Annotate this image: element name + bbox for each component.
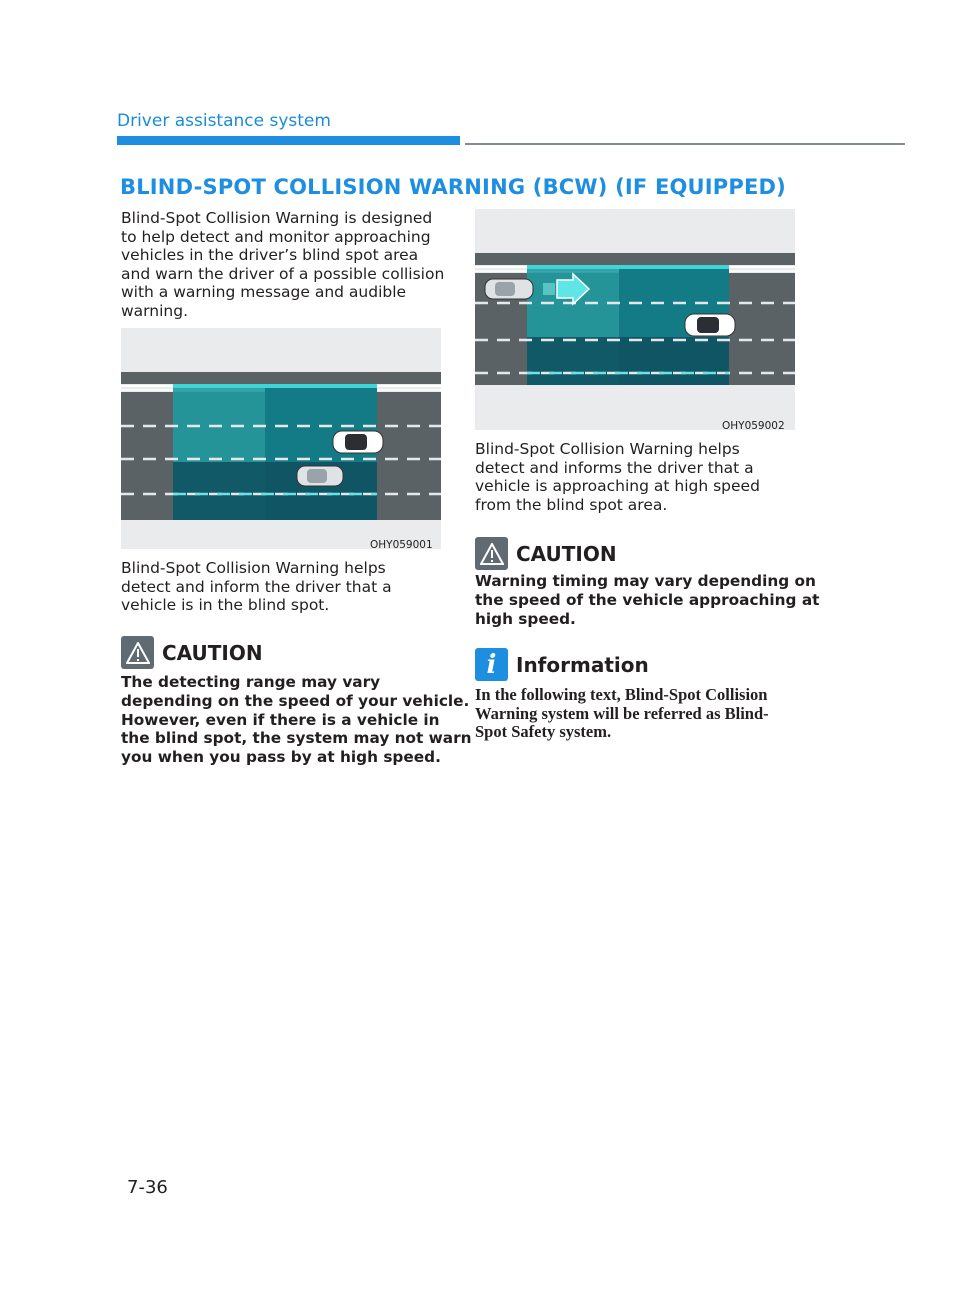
caption-line: vehicle is in the blind spot.	[121, 596, 330, 615]
caution-2-body	[475, 572, 819, 628]
caution-1-heading	[121, 636, 263, 669]
figure-1-code: OHY059001	[370, 539, 433, 551]
figure-1-caption	[121, 559, 392, 615]
information-body	[475, 686, 769, 742]
warning-triangle-icon	[121, 636, 154, 669]
caution-line: you when you pass by at high speed.	[121, 748, 441, 767]
intro-paragraph	[121, 209, 444, 321]
caution-line: high speed.	[475, 609, 576, 628]
figure-2-caption	[475, 440, 760, 514]
caption-line: detect and informs the driver that a	[475, 458, 754, 477]
caution-1-label: CAUTION	[162, 640, 263, 665]
info-line: Warning system will be referred as Blind-	[475, 703, 769, 723]
intro-line: warning.	[121, 301, 188, 320]
caption-line: from the blind spot area.	[475, 495, 668, 514]
caution-1-body	[121, 673, 472, 767]
figure-1-illustration	[121, 328, 441, 549]
section-title: BLIND-SPOT COLLISION WARNING (BCW) (IF EQUIPPED)	[120, 175, 786, 199]
caption-line: Blind-Spot Collision Warning helps	[475, 440, 740, 458]
car-icon	[685, 314, 735, 336]
info-line: In the following text, Blind-Spot Collision	[475, 685, 768, 704]
figure-2-code: OHY059002	[722, 420, 785, 432]
caution-line: The detecting range may vary	[121, 673, 381, 691]
info-icon: i	[475, 648, 508, 681]
intro-line: and warn the driver of a possible collision	[121, 264, 445, 283]
intro-line: Blind-Spot Collision Warning is designed	[121, 209, 433, 227]
caution-line: depending on the speed of your vehicle.	[121, 691, 470, 710]
caution-line: Warning timing may vary depending on	[475, 572, 816, 590]
header-section-title: Driver assistance system	[117, 111, 331, 131]
header-bar-gray	[465, 143, 905, 145]
caption-line: Blind-Spot Collision Warning helps	[121, 559, 386, 577]
information-heading	[475, 648, 649, 681]
caution-line: the speed of the vehicle approaching at	[475, 590, 820, 609]
warning-triangle-icon	[475, 537, 508, 570]
caption-line: detect and inform the driver that a	[121, 577, 392, 596]
information-label: Information	[516, 652, 649, 677]
car-icon	[297, 466, 343, 486]
car-icon	[485, 279, 533, 299]
info-line: Spot Safety system.	[475, 722, 612, 742]
caution-line: However, even if there is a vehicle in	[121, 710, 440, 729]
caution-line: the blind spot, the system may not warn	[121, 729, 472, 748]
figure-2-illustration	[475, 209, 795, 430]
caption-line: vehicle is approaching at high speed	[475, 477, 760, 496]
intro-line: with a warning message and audible	[121, 283, 407, 302]
caution-2-label: CAUTION	[516, 541, 617, 566]
intro-line: vehicles in the driver’s blind spot area	[121, 246, 419, 265]
caution-2-heading	[475, 537, 617, 570]
intro-line: to help detect and monitor approaching	[121, 227, 431, 246]
header-bar-blue	[117, 136, 460, 145]
car-icon	[333, 431, 383, 453]
page-number: 7-36	[127, 1177, 168, 1198]
